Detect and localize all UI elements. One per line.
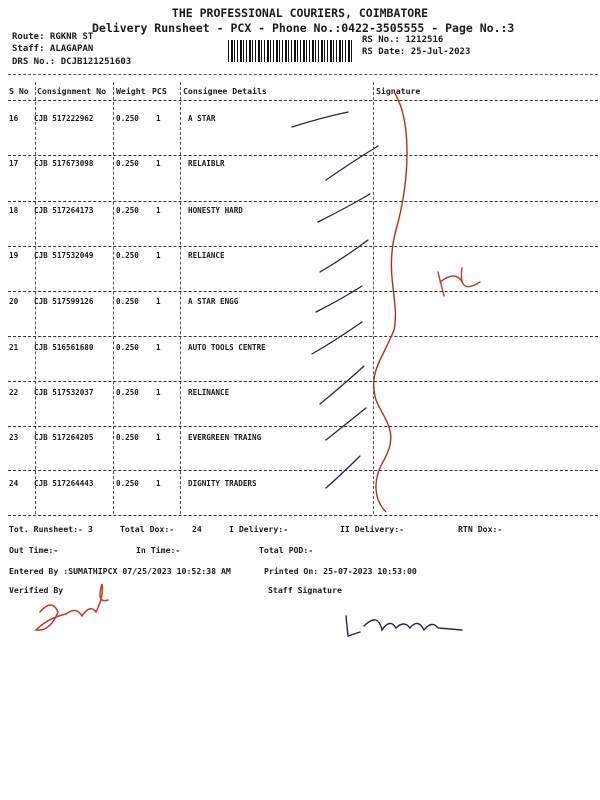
verified-by-signature xyxy=(36,584,108,630)
row-consignment: CJB 517532049 xyxy=(34,251,94,260)
col-header-pcs: PCS xyxy=(152,86,167,96)
i-delivery-label: I Delivery:- xyxy=(229,524,289,534)
in-time-label: In Time:- xyxy=(136,545,181,555)
signature-tick xyxy=(320,366,364,404)
company-title: THE PROFESSIONAL COURIERS, COIMBATORE xyxy=(171,6,429,20)
row-consignee: DIGNITY TRADERS xyxy=(188,479,257,488)
row-pcs: 1 xyxy=(156,206,161,215)
row-consignee: RELINANCE xyxy=(188,388,230,397)
signature-tick xyxy=(316,286,362,312)
row-weight: 0.250 xyxy=(116,251,139,260)
signature-tick xyxy=(326,456,360,488)
tot-runsheet: Tot. Runsheet:- 3 xyxy=(9,524,93,534)
row-consignment: CJB 517264173 xyxy=(34,206,94,215)
row-sno: 19 xyxy=(9,251,19,260)
row-sno: 17 xyxy=(9,159,19,168)
out-time-label: Out Time:- xyxy=(9,545,59,555)
col-header-signature: Signature xyxy=(376,86,421,96)
entered-by: Entered By :SUMATHIPCX 07/25/2023 10:52:38 AM xyxy=(9,566,231,576)
signature-tick xyxy=(326,146,378,180)
row-weight: 0.250 xyxy=(116,159,139,168)
row-pcs: 1 xyxy=(156,297,161,306)
row-pcs: 1 xyxy=(156,479,161,488)
row-consignment: CJB 517264205 xyxy=(34,433,94,442)
staff-signature-label: Staff Signature xyxy=(268,585,342,595)
total-pod-label: Total POD:- xyxy=(259,545,314,555)
row-weight: 0.250 xyxy=(116,114,139,123)
row-consignee: RELAIBLR xyxy=(188,159,225,168)
row-consignment: CJB 516561680 xyxy=(34,343,94,352)
row-consignment: CJB 517673098 xyxy=(34,159,94,168)
row-pcs: 1 xyxy=(156,159,161,168)
row-pcs: 1 xyxy=(156,114,161,123)
row-weight: 0.250 xyxy=(116,343,139,352)
signature-tick xyxy=(292,112,348,127)
col-header-sno: S No xyxy=(9,86,29,96)
printed-on: Printed On: 25-07-2023 10:53:00 xyxy=(264,566,417,576)
row-sno: 24 xyxy=(9,479,19,488)
total-dox-value: 24 xyxy=(192,524,202,534)
row-consignee: EVERGREEN TRAING xyxy=(188,433,262,442)
row-sno: 20 xyxy=(9,297,19,306)
row-sno: 23 xyxy=(9,433,19,442)
row-sno: 18 xyxy=(9,206,19,215)
staff-label: Staff: ALAGAPAN xyxy=(12,44,94,54)
rs-number: RS No.: 1212516 xyxy=(362,35,444,45)
row-consignment: CJB 517599126 xyxy=(34,297,94,306)
initials-mark xyxy=(438,268,480,296)
staff-signature xyxy=(346,616,462,636)
row-consignment: CJB 517264443 xyxy=(34,479,94,488)
delivery-tick-marks xyxy=(292,112,378,488)
row-consignee: AUTO TOOLS CENTRE xyxy=(188,343,266,352)
rs-date: RS Date: 25-Jul-2023 xyxy=(362,47,471,57)
row-consignment: CJB 517222962 xyxy=(34,114,94,123)
runsheet-title: Delivery Runsheet - PCX - Phone No.:0422-3505555 - Page No.:3 xyxy=(92,21,515,35)
row-sno: 21 xyxy=(9,343,19,352)
row-consignee: A STAR xyxy=(188,114,216,123)
rtn-dox-label: RTN Dox:- xyxy=(458,524,503,534)
col-header-weight: Weight xyxy=(116,86,146,96)
col-header-consignee: Consignee Details xyxy=(183,86,267,96)
row-pcs: 1 xyxy=(156,433,161,442)
signature-tick xyxy=(318,194,370,222)
row-weight: 0.250 xyxy=(116,479,139,488)
row-weight: 0.250 xyxy=(116,433,139,442)
row-weight: 0.250 xyxy=(116,297,139,306)
verified-by-label: Verified By xyxy=(9,585,64,595)
row-consignee: A STAR ENGG xyxy=(188,297,239,306)
signature-tick xyxy=(320,240,368,272)
row-pcs: 1 xyxy=(156,343,161,352)
signature-tick xyxy=(326,408,366,440)
row-weight: 0.250 xyxy=(116,388,139,397)
row-pcs: 1 xyxy=(156,388,161,397)
ii-delivery-label: II Delivery:- xyxy=(340,524,405,534)
col-header-consignment: Consignment No xyxy=(37,86,107,96)
signature-tick xyxy=(312,322,362,354)
row-sno: 16 xyxy=(9,114,19,123)
route-label: Route: RGKNR ST xyxy=(12,32,94,42)
row-pcs: 1 xyxy=(156,251,161,260)
row-consignment: CJB 517532037 xyxy=(34,388,94,397)
total-dox-label: Total Dox:- xyxy=(120,524,175,534)
scrawl-mark xyxy=(374,92,407,512)
row-sno: 22 xyxy=(9,388,19,397)
drs-number: DRS No.: DCJB121251603 xyxy=(12,57,132,67)
row-weight: 0.250 xyxy=(116,206,139,215)
row-consignee: RELIANCE xyxy=(188,251,225,260)
row-consignee: HONESTY HARD xyxy=(188,206,243,215)
